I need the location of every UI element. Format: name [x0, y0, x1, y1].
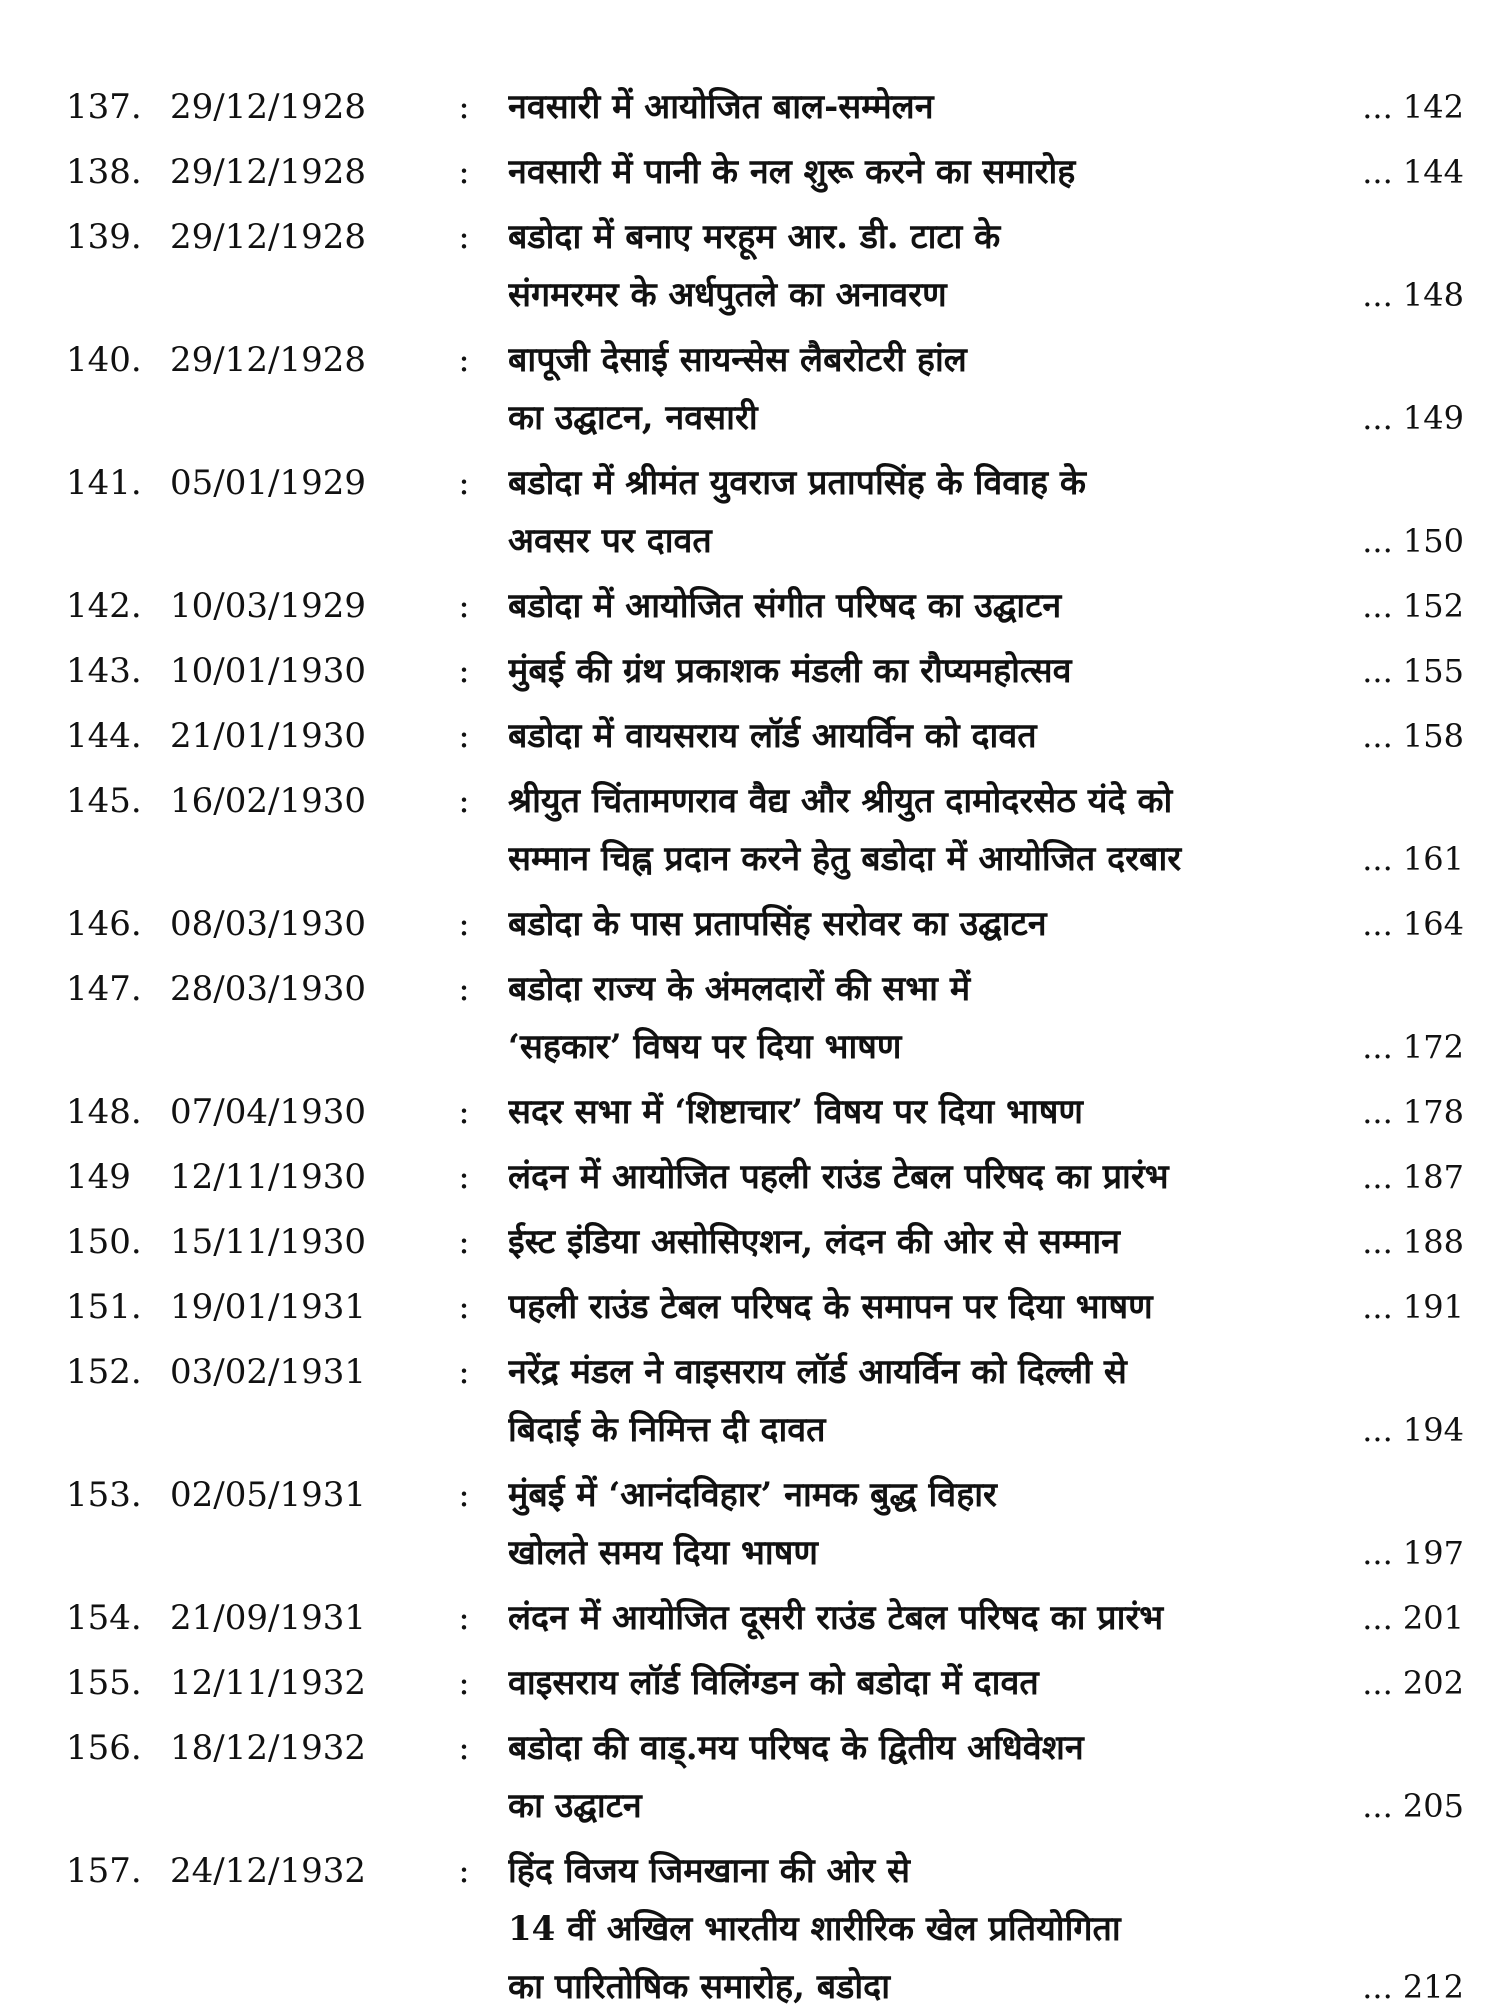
entry-separator: :: [458, 586, 470, 626]
entry-page-number: ... 178: [1362, 1093, 1464, 1131]
entry-title-text: लंदन में आयोजित दूसरी राउंड टेबल परिषद का प्रारंभ: [508, 1598, 1164, 1638]
entry-number: 145.: [66, 781, 142, 821]
entry-number: 153.: [66, 1475, 142, 1515]
entry-number: 151.: [66, 1287, 142, 1327]
entry-title: [508, 1842, 1464, 2016]
entry-separator: :: [458, 217, 470, 257]
entry-separator: :: [458, 716, 470, 756]
entry-date: 03/02/1931: [170, 1352, 366, 1392]
entry-title-line: [508, 266, 1464, 324]
entry-title-line: [508, 1278, 1464, 1336]
entry-page-number: ... 202: [1362, 1664, 1464, 1702]
entry-number: 142.: [66, 586, 142, 626]
entry-title-text: 14 वीं अखिल भारतीय शारीरिक खेल प्रतियोगिता: [508, 1909, 1121, 1949]
entry-date: 24/12/1932: [170, 1851, 366, 1891]
entry-title: [508, 454, 1464, 570]
entry-date: 21/01/1930: [170, 716, 366, 756]
entry-title-line: [508, 1524, 1464, 1582]
toc-entry: [66, 1842, 1464, 2016]
entry-title-text: बापूजी देसाई सायन्सेस लैबरोटरी हांल: [508, 340, 967, 380]
entry-page-number: ... 148: [1362, 276, 1464, 314]
entry-separator: :: [458, 87, 470, 127]
entry-separator: :: [458, 1287, 470, 1327]
entry-number: 150.: [66, 1222, 142, 1262]
entry-title: [508, 1589, 1464, 1647]
entry-page-number: ... 191: [1362, 1288, 1464, 1326]
entry-title-text: बडोदा की वाड्.मय परिषद के द्वितीय अधिवेशन: [508, 1728, 1084, 1768]
entry-title-line: [508, 1777, 1464, 1835]
entry-page-number: ... 205: [1362, 1787, 1464, 1825]
entry-title-line: [508, 512, 1464, 570]
entry-number: 143.: [66, 651, 142, 691]
entry-date: 12/11/1930: [170, 1157, 366, 1197]
entry-date: 12/11/1932: [170, 1663, 366, 1703]
entry-title-line: [508, 454, 1464, 512]
entry-title: [508, 642, 1464, 700]
entry-title: [508, 331, 1464, 447]
toc-entry: [66, 1148, 1464, 1206]
entry-title: [508, 577, 1464, 635]
entry-title-text: नवसारी में आयोजित बाल-सम्मेलन: [508, 87, 934, 127]
entry-title: [508, 1148, 1464, 1206]
entry-title-line: [508, 1466, 1464, 1524]
entry-title-line: [508, 78, 1464, 136]
entry-title-text: श्रीयुत चिंतामणराव वैद्य और श्रीयुत दामोदरसेठ यंदे को: [508, 781, 1173, 821]
entry-title: [508, 143, 1464, 201]
entry-title-line: [508, 1148, 1464, 1206]
entry-title: [508, 960, 1464, 1076]
entry-title-text: मुंबई में ‘आनंदविहार’ नामक बुद्ध विहार: [508, 1475, 997, 1515]
entry-title-text: बडोदा में आयोजित संगीत परिषद का उद्घाटन: [508, 586, 1062, 626]
toc-list: [66, 78, 1464, 2016]
entry-title-line: [508, 960, 1464, 1018]
entry-title-line: [508, 772, 1464, 830]
entry-date: 10/03/1929: [170, 586, 366, 626]
entry-separator: :: [458, 904, 470, 944]
entry-title-line: [508, 389, 1464, 447]
entry-date: 21/09/1931: [170, 1598, 366, 1638]
entry-number: 140.: [66, 340, 142, 380]
entry-date: 18/12/1932: [170, 1728, 366, 1768]
entry-page-number: ... 158: [1362, 717, 1464, 755]
entry-number: 141.: [66, 463, 142, 503]
entry-title-line: [508, 208, 1464, 266]
entry-date: 29/12/1928: [170, 340, 366, 380]
entry-separator: :: [458, 969, 470, 1009]
entry-page-number: ... 172: [1362, 1028, 1464, 1066]
entry-separator: :: [458, 1475, 470, 1515]
entry-title-text: बडोदा में वायसराय लॉर्ड आयर्विन को दावत: [508, 716, 1037, 756]
toc-entry: [66, 577, 1464, 635]
entry-title-text: अवसर पर दावत: [508, 521, 712, 561]
entry-title: [508, 1343, 1464, 1459]
toc-entry: [66, 454, 1464, 570]
entry-title-text: बडोदा में बनाए मरहूम आर. डी. टाटा के: [508, 217, 1001, 257]
entry-title-line: [508, 1083, 1464, 1141]
toc-entry: [66, 772, 1464, 888]
entry-number: 147.: [66, 969, 142, 1009]
entry-title-line: [508, 143, 1464, 201]
entry-title: [508, 772, 1464, 888]
entry-separator: :: [458, 651, 470, 691]
entry-title-line: [508, 1842, 1464, 1900]
entry-date: 10/01/1930: [170, 651, 366, 691]
toc-entry: [66, 1083, 1464, 1141]
entry-title-line: [508, 1018, 1464, 1076]
entry-title-text: सदर सभा में ‘शिष्टाचार’ विषय पर दिया भाषण: [508, 1092, 1084, 1132]
entry-date: 07/04/1930: [170, 1092, 366, 1132]
entry-number: 157.: [66, 1851, 142, 1891]
entry-title-text: पहली राउंड टेबल परिषद के समापन पर दिया भाषण: [508, 1287, 1153, 1327]
entry-page-number: ... 187: [1362, 1158, 1464, 1196]
entry-title: [508, 1278, 1464, 1336]
entry-page-number: ... 201: [1362, 1599, 1464, 1637]
entry-title-text: मुंबई की ग्रंथ प्रकाशक मंडली का रौप्यमहोत्सव: [508, 651, 1072, 691]
entry-title-text: का पारितोषिक समारोह, बडोदा: [508, 1967, 891, 2007]
entry-title-line: [508, 707, 1464, 765]
toc-entry: [66, 642, 1464, 700]
entry-title-line: [508, 642, 1464, 700]
entry-title-line: [508, 1213, 1464, 1271]
entry-separator: :: [458, 1851, 470, 1891]
entry-page-number: ... 149: [1362, 399, 1464, 437]
toc-entry: [66, 78, 1464, 136]
toc-entry: [66, 1654, 1464, 1712]
entry-title: [508, 1083, 1464, 1141]
entry-title-line: [508, 331, 1464, 389]
entry-page-number: ... 144: [1362, 153, 1464, 191]
toc-entry: [66, 143, 1464, 201]
entry-date: 15/11/1930: [170, 1222, 366, 1262]
toc-entry: [66, 1589, 1464, 1647]
entry-page-number: ... 197: [1362, 1534, 1464, 1572]
entry-title-line: [508, 1589, 1464, 1647]
entry-separator: :: [458, 340, 470, 380]
entry-page-number: ... 161: [1362, 840, 1464, 878]
entry-title-line: [508, 1900, 1464, 1958]
entry-title-text: सम्मान चिह्न प्रदान करने हेतु बडोदा में आयोजित दरबार: [508, 839, 1182, 879]
entry-title-line: [508, 895, 1464, 953]
entry-title-text: वाइसराय लॉर्ड विलिंग्डन को बडोदा में दावत: [508, 1663, 1039, 1703]
entry-title: [508, 1466, 1464, 1582]
entry-separator: :: [458, 1157, 470, 1197]
entry-title-text: ईस्ट इंडिया असोसिएशन, लंदन की ओर से सम्मान: [508, 1222, 1121, 1262]
toc-entry: [66, 1343, 1464, 1459]
entry-title-text: का उद्घाटन, नवसारी: [508, 398, 758, 438]
entry-number: 146.: [66, 904, 142, 944]
entry-separator: :: [458, 1663, 470, 1703]
entry-title-text: बडोदा राज्य के अंमलदारों की सभा में: [508, 969, 971, 1009]
entry-date: 05/01/1929: [170, 463, 366, 503]
entry-page-number: ... 142: [1362, 88, 1464, 126]
entry-number: 138.: [66, 152, 142, 192]
entry-separator: :: [458, 152, 470, 192]
entry-title: [508, 1654, 1464, 1712]
entry-title: [508, 707, 1464, 765]
entry-number: 139.: [66, 217, 142, 257]
toc-entry: [66, 1278, 1464, 1336]
entry-date: 28/03/1930: [170, 969, 366, 1009]
entry-separator: :: [458, 1222, 470, 1262]
entry-title-line: [508, 1654, 1464, 1712]
entry-date: 02/05/1931: [170, 1475, 366, 1515]
entry-separator: :: [458, 1728, 470, 1768]
entry-title: [508, 1719, 1464, 1835]
entry-number: 144.: [66, 716, 142, 756]
entry-title: [508, 1213, 1464, 1271]
entry-page-number: ... 164: [1362, 905, 1464, 943]
entry-page-number: ... 152: [1362, 587, 1464, 625]
entry-title-text: नवसारी में पानी के नल शुरू करने का समारोह: [508, 152, 1076, 192]
entry-title-text: हिंद विजय जिमखाना की ओर से: [508, 1851, 911, 1891]
entry-date: 16/02/1930: [170, 781, 366, 821]
entry-title-line: [508, 830, 1464, 888]
entry-number: 154.: [66, 1598, 142, 1638]
entry-page-number: ... 212: [1362, 1968, 1464, 2006]
entry-number: 155.: [66, 1663, 142, 1703]
entry-title: [508, 895, 1464, 953]
entry-number: 137.: [66, 87, 142, 127]
toc-entry: [66, 960, 1464, 1076]
entry-date: 19/01/1931: [170, 1287, 366, 1327]
entry-title-line: [508, 1719, 1464, 1777]
entry-date: 29/12/1928: [170, 87, 366, 127]
entry-title-text: ‘सहकार’ विषय पर दिया भाषण: [508, 1027, 902, 1067]
entry-page-number: ... 188: [1362, 1223, 1464, 1261]
toc-entry: [66, 331, 1464, 447]
entry-separator: :: [458, 1092, 470, 1132]
toc-entry: [66, 1466, 1464, 1582]
entry-number: 156.: [66, 1728, 142, 1768]
entry-title-text: बडोदा में श्रीमंत युवराज प्रतापसिंह के विवाह के: [508, 463, 1086, 503]
entry-title-text: नरेंद्र मंडल ने वाइसराय लॉर्ड आयर्विन को दिल्ली से: [508, 1352, 1127, 1392]
entry-date: 29/12/1928: [170, 152, 366, 192]
entry-number: 149: [66, 1157, 131, 1197]
entry-title-line: [508, 1401, 1464, 1459]
entry-separator: :: [458, 1352, 470, 1392]
toc-entry: [66, 1213, 1464, 1271]
entry-separator: :: [458, 463, 470, 503]
toc-entry: [66, 1719, 1464, 1835]
entry-title-line: [508, 1343, 1464, 1401]
entry-title-line: [508, 1958, 1464, 2016]
entry-title: [508, 208, 1464, 324]
entry-date: 08/03/1930: [170, 904, 366, 944]
entry-title-text: बडोदा के पास प्रतापसिंह सरोवर का उद्घाटन: [508, 904, 1047, 944]
entry-page-number: ... 194: [1362, 1411, 1464, 1449]
entry-number: 148.: [66, 1092, 142, 1132]
toc-entry: [66, 895, 1464, 953]
entry-title-text: संगमरमर के अर्धपुतले का अनावरण: [508, 275, 947, 315]
entry-title-text: बिदाई के निमित्त दी दावत: [508, 1410, 826, 1450]
entry-separator: :: [458, 1598, 470, 1638]
entry-page-number: ... 150: [1362, 522, 1464, 560]
toc-entry: [66, 707, 1464, 765]
entry-date: 29/12/1928: [170, 217, 366, 257]
toc-entry: [66, 208, 1464, 324]
entry-title: [508, 78, 1464, 136]
entry-title-text: खोलते समय दिया भाषण: [508, 1533, 818, 1573]
entry-title-text: लंदन में आयोजित पहली राउंड टेबल परिषद का प्रारंभ: [508, 1157, 1169, 1197]
entry-title-line: [508, 577, 1464, 635]
entry-title-text: का उद्घाटन: [508, 1786, 642, 1826]
entry-separator: :: [458, 781, 470, 821]
entry-number: 152.: [66, 1352, 142, 1392]
entry-page-number: ... 155: [1362, 652, 1464, 690]
